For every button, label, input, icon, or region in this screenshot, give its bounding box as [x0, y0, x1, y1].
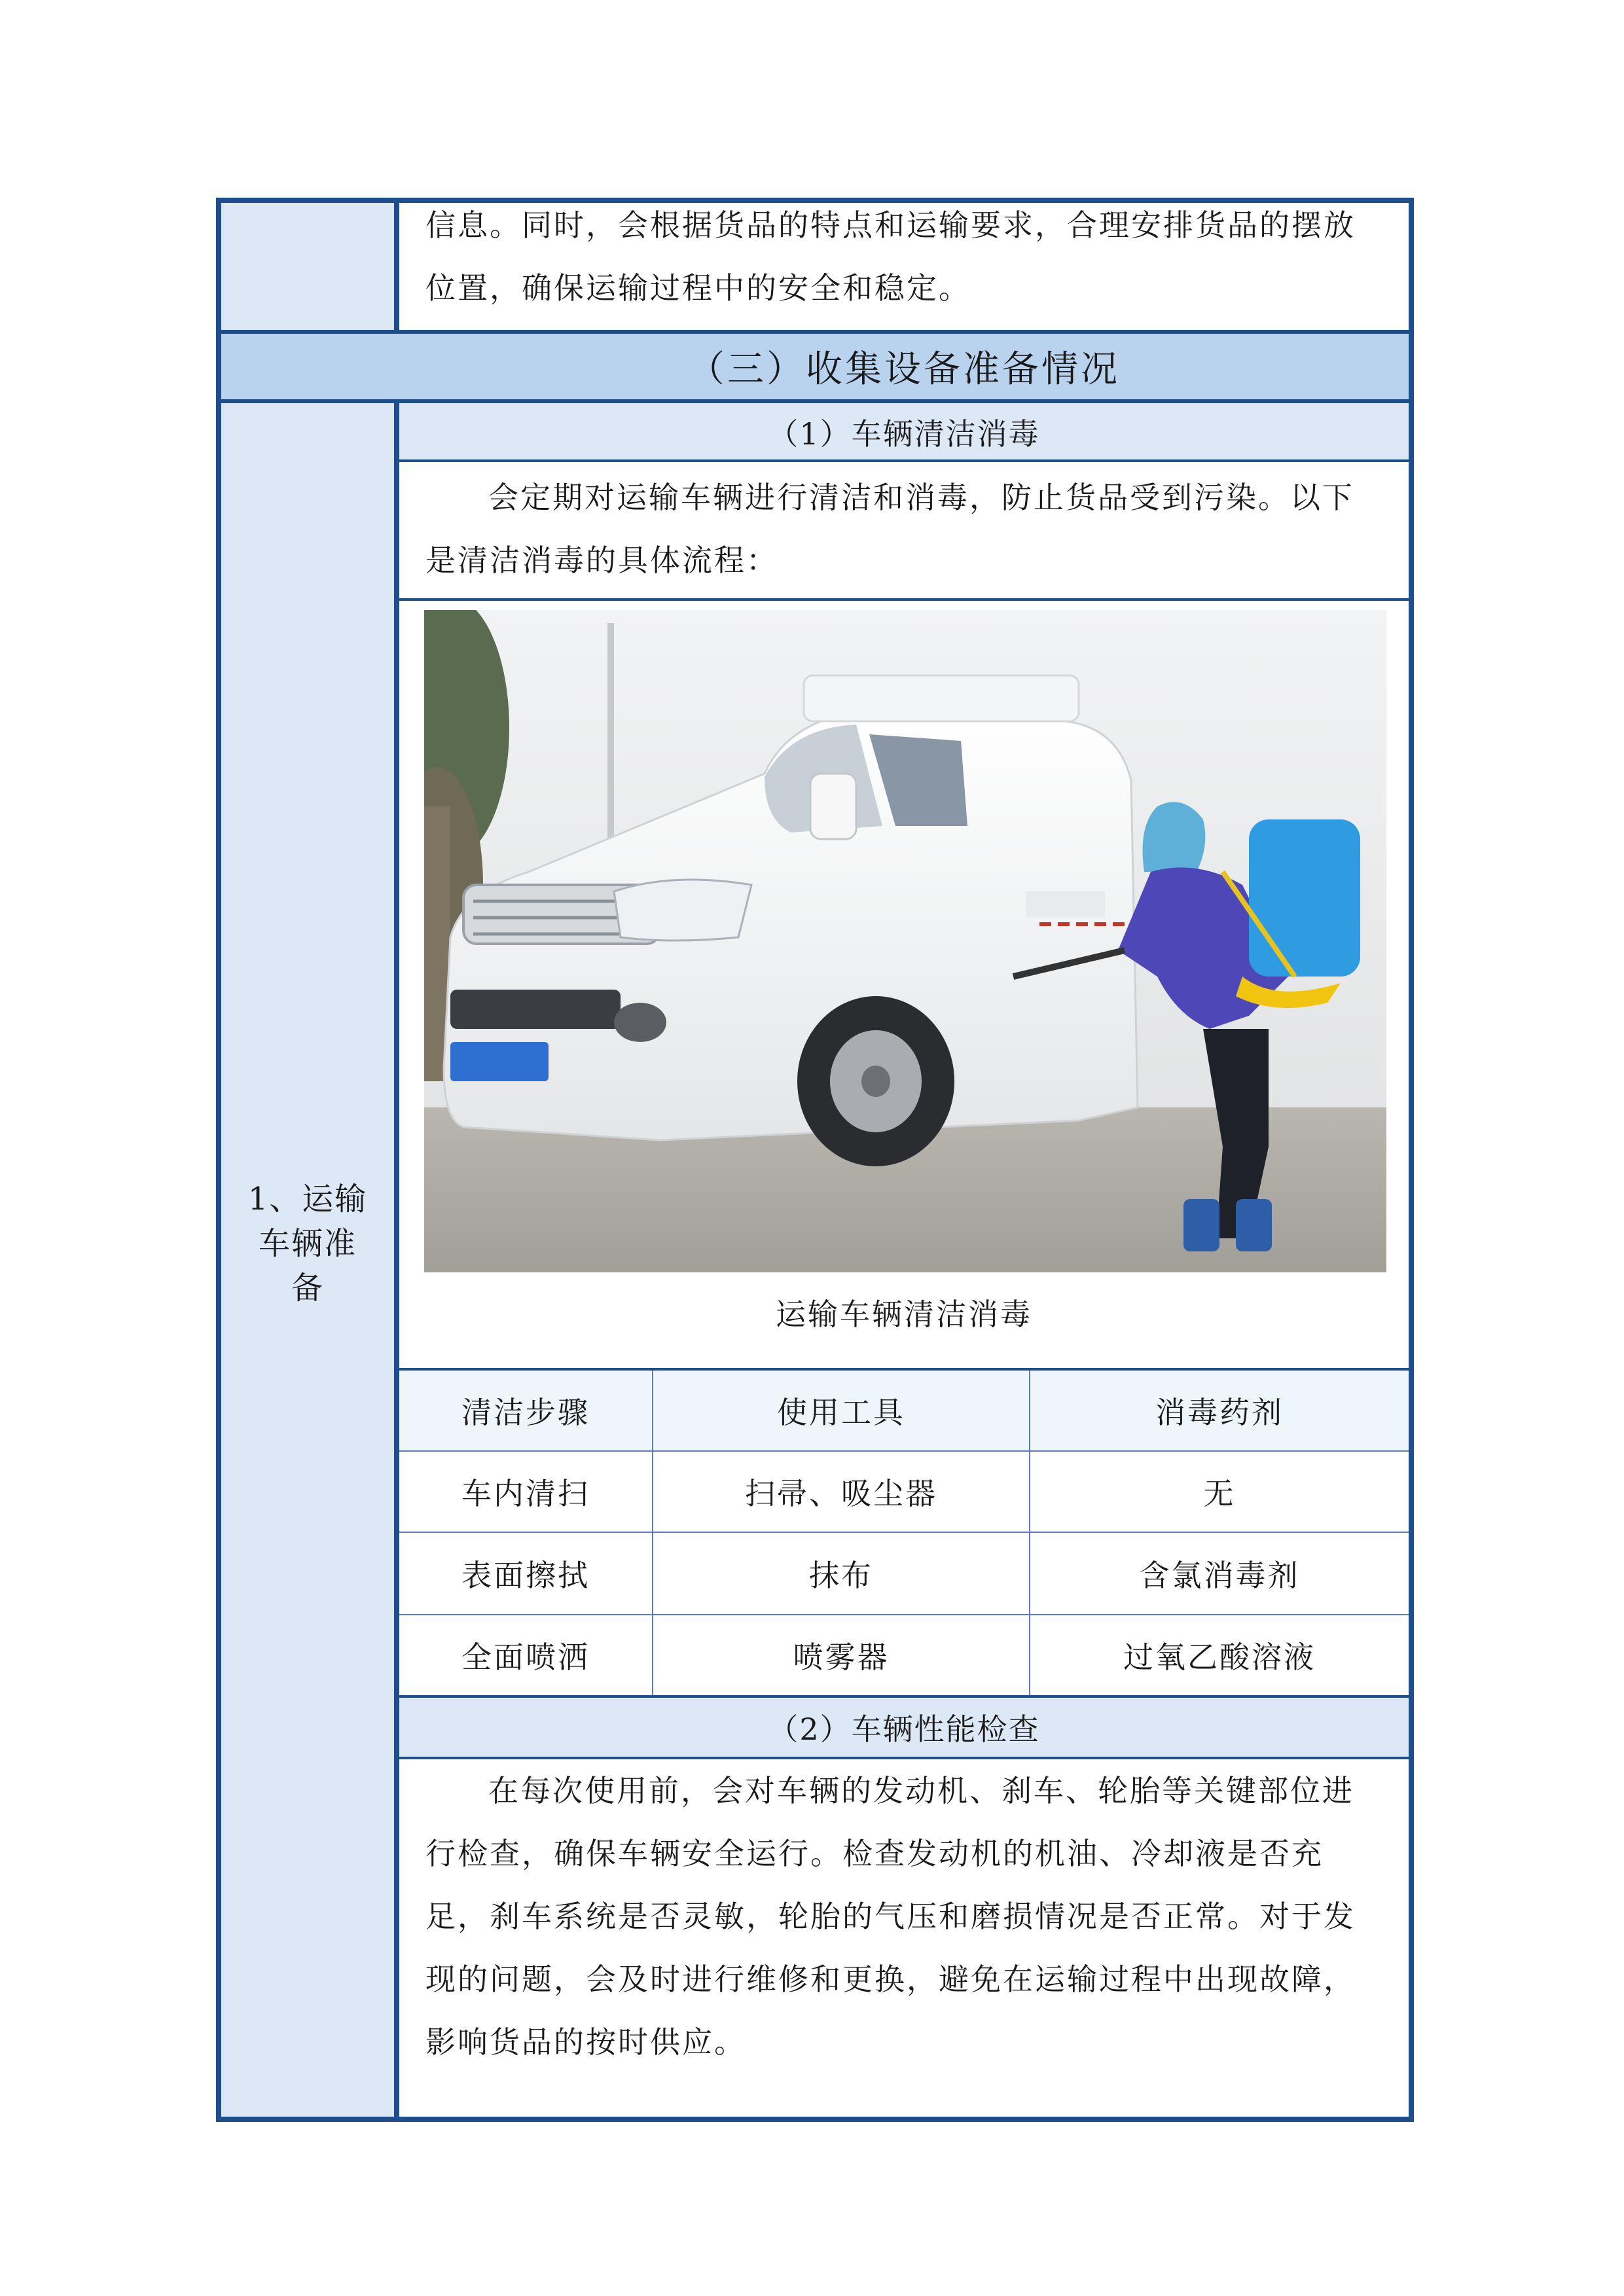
- table-header-cell: 使用工具: [777, 1395, 905, 1430]
- table-cell: 过氧乙酸溶液: [1123, 1640, 1316, 1675]
- table-header-cell: 清洁步骤: [461, 1395, 590, 1430]
- left-label-line: 1、运输: [247, 1181, 368, 1217]
- subsection2-title: （2）车辆性能检查: [768, 1712, 1040, 1747]
- van-illustration: [424, 610, 1386, 1272]
- subsection1-paragraph: [425, 466, 1381, 592]
- photo-caption: 运输车辆清洁消毒: [776, 1297, 1032, 1332]
- paragraph-line: 信息。同时，会根据货品的特点和运输要求，合理安排货品的摆放: [425, 207, 1356, 243]
- row-divider: [399, 598, 1409, 601]
- paragraph-line: 在每次使用前，会对车辆的发动机、刹车、轮胎等关键部位进: [488, 1773, 1354, 1808]
- table-cell: 抹布: [809, 1558, 873, 1593]
- table-cell: 含氯消毒剂: [1139, 1558, 1300, 1593]
- table-cell: 扫帚、吸尘器: [745, 1476, 937, 1511]
- left-label-line: 车辆准: [258, 1225, 357, 1262]
- left-label: [221, 1165, 394, 1322]
- top-paragraph: [425, 194, 1381, 319]
- table-header-cell: 消毒药剂: [1155, 1395, 1284, 1430]
- section-title: （三）收集设备准备情况: [688, 348, 1120, 391]
- paragraph-line: 现的问题，会及时进行维修和更换，避免在运输过程中出现故障，: [425, 1962, 1356, 1997]
- table-cell: 喷雾器: [793, 1640, 890, 1675]
- paragraph-line: 行检查，确保车辆安全运行。检查发动机的机油、冷却液是否充: [425, 1836, 1324, 1871]
- subsection2-paragraph: [425, 1759, 1381, 2073]
- left-label-line: 备: [291, 1270, 324, 1306]
- paragraph-line: 会定期对运输车辆进行清洁和消毒，防止货品受到污染。以下: [488, 480, 1354, 515]
- column-divider: [394, 203, 399, 334]
- van-disinfection-photo: [424, 610, 1386, 1272]
- table-cell: 全面喷洒: [461, 1640, 590, 1675]
- paragraph-line: 是清洁消毒的具体流程：: [425, 543, 778, 578]
- subsection1-title: （1）车辆清洁消毒: [768, 416, 1040, 452]
- paragraph-line: 影响货品的按时供应。: [425, 2024, 746, 2060]
- paragraph-line: 足，刹车系统是否灵敏，轮胎的气压和磨损情况是否正常。对于发: [425, 1899, 1356, 1934]
- table-cell: 车内清扫: [461, 1476, 590, 1511]
- paragraph-line: 位置，确保运输过程中的安全和稳定。: [425, 270, 971, 306]
- table-cell: 无: [1203, 1476, 1236, 1511]
- table-cell: 表面擦拭: [461, 1558, 590, 1593]
- column-divider-lower: [394, 401, 399, 2117]
- left-column-top: [221, 203, 394, 331]
